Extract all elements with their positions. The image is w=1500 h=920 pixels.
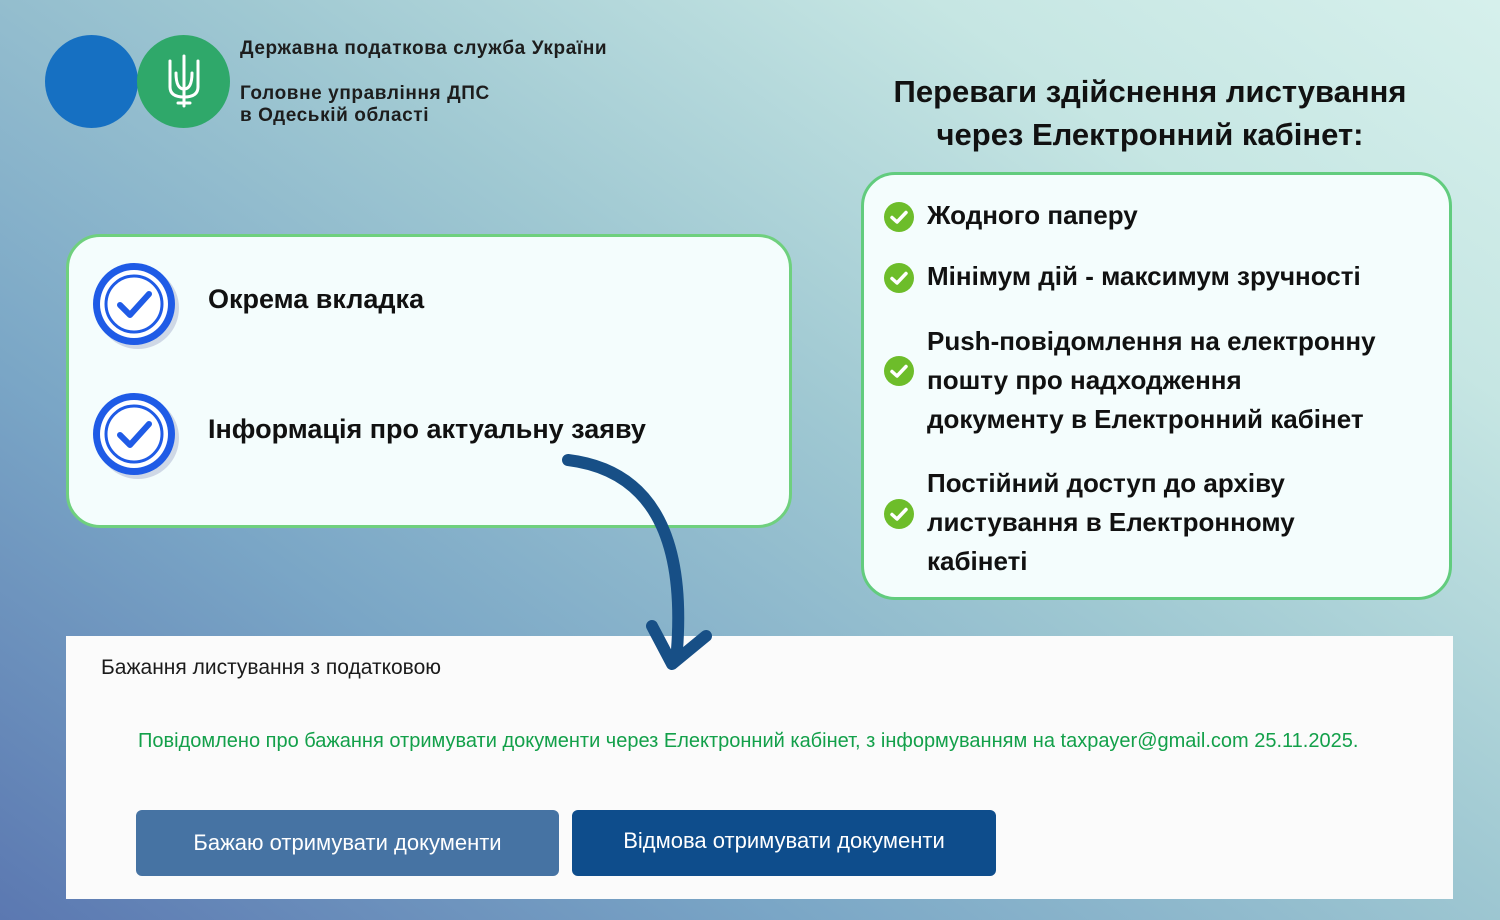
benefit-text: документу в Електронний кабінет: [927, 404, 1364, 434]
check-circle-icon: [90, 260, 180, 350]
benefit-item: [927, 322, 1376, 439]
check-circle-icon: [883, 201, 915, 233]
check-circle-icon: [883, 498, 915, 530]
benefit-item: [927, 196, 1138, 235]
benefit-text: Постійний доступ до архіву: [927, 468, 1285, 498]
refuse-documents-button[interactable]: Відмова отримувати документи: [572, 810, 996, 876]
check-circle-icon: [883, 262, 915, 294]
org-subtitle-line2: в Одеській області: [240, 105, 430, 126]
benefit-text: кабінеті: [927, 546, 1028, 576]
benefit-item: [927, 464, 1295, 581]
org-subtitle-line1: Головне управління ДПС: [240, 83, 490, 104]
benefits-title-line2: через Електронний кабінет:: [936, 117, 1364, 152]
panel-title: Бажання листування з податковою: [101, 656, 442, 679]
accept-documents-button[interactable]: Бажаю отримувати документи: [136, 810, 559, 876]
trident-icon: [165, 53, 203, 109]
status-message: Повідомлено про бажання отримувати документи через Електронний кабінет, з інформуванням на taxpayer@gmail.com 25.11.2025.: [138, 730, 1359, 752]
benefit-text: Жодного паперу: [927, 200, 1138, 230]
benefits-title: [860, 70, 1440, 156]
benefits-title-line1: Переваги здійснення листування: [893, 74, 1407, 109]
check-circle-icon: [883, 355, 915, 387]
benefit-text: листування в Електронному: [927, 507, 1295, 537]
benefit-item: [927, 257, 1361, 296]
check-circle-icon: [90, 390, 180, 480]
benefit-text: Push-повідомлення на електронну: [927, 326, 1376, 356]
org-subtitle: [240, 83, 490, 127]
org-title: Державна податкова служба України: [240, 38, 608, 59]
benefit-text: пошту про надходження: [927, 365, 1242, 395]
feature-separate-tab: Окрема вкладка: [208, 284, 425, 314]
logo-blue-circle: [45, 35, 138, 128]
logo-green-circle: [137, 35, 230, 128]
feature-current-application: Інформація про актуальну заяву: [208, 414, 646, 444]
benefit-text: Мінімум дій - максимум зручності: [927, 261, 1361, 291]
